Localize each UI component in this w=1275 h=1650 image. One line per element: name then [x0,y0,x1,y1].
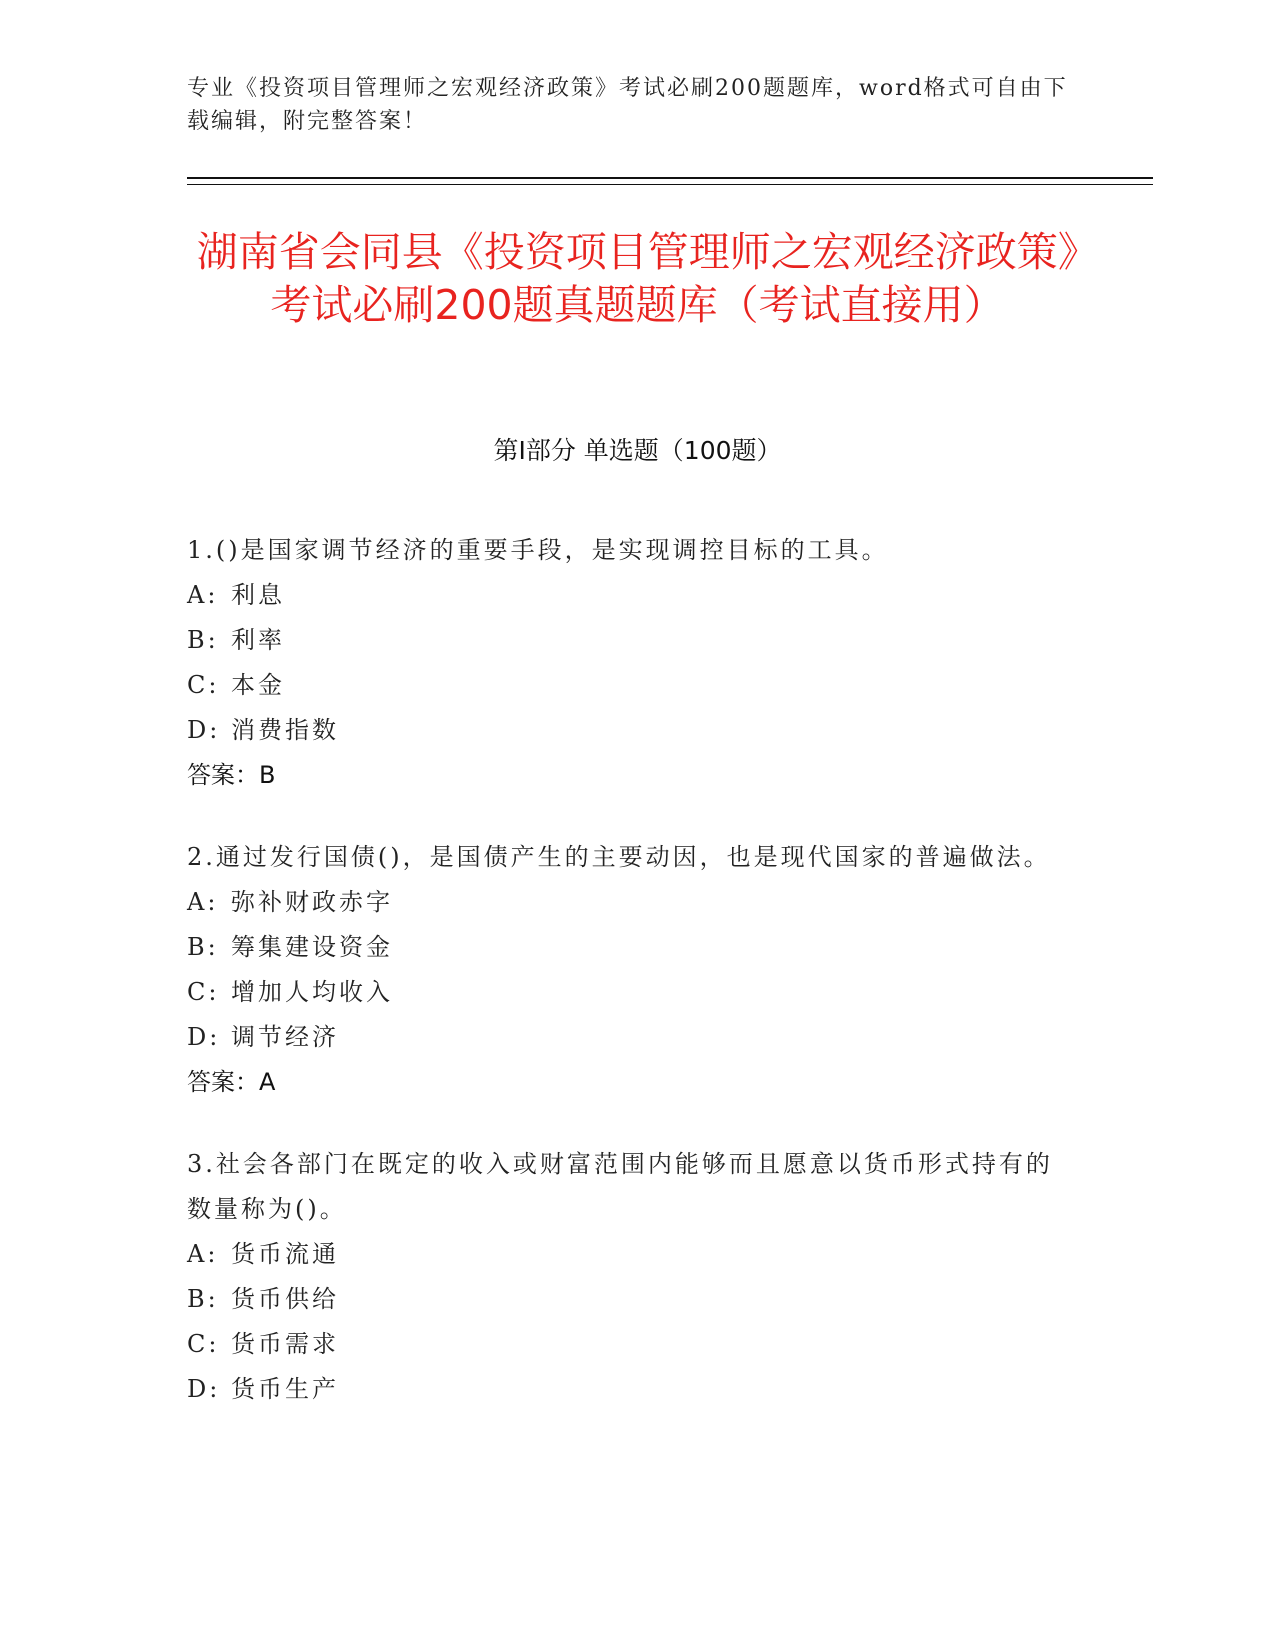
option-key: C: [187,1330,220,1358]
question-stem: 1.()是国家调节经济的重要手段，是实现调控目标的工具。 [187,536,889,564]
question-stem: 2.通过发行国债()，是国债产生的主要动因，也是现代国家的普遍做法。 [187,843,1051,871]
option-text: 消费指数 [231,716,339,744]
header-note: 专业《投资项目管理师之宏观经济政策》考试必刷200题题库，word格式可自由下载编辑，附完整答案！ [187,76,1068,134]
option-c [187,663,1067,708]
option-a [187,573,1067,618]
question-3 [187,1142,1067,1412]
document-title: 湖南省会同县《投资项目管理师之宏观经济政策》考试必刷200题真题题库（考试直接用） [196,228,1079,329]
option-a [187,1232,1067,1277]
option-key: B: [187,1285,219,1313]
question-1 [187,528,1067,798]
option-b [187,618,1067,663]
option-text: 筹集建设资金 [231,933,393,961]
option-text: 弥补财政赤字 [231,888,393,916]
option-c [187,970,1067,1015]
option-b [187,1277,1067,1322]
option-d [187,1015,1067,1060]
option-key: C: [187,978,220,1006]
section-title: 第I部分 单选题（100题） [493,436,782,465]
option-text: 货币生产 [231,1375,339,1403]
option-text: 增加人均收入 [231,978,393,1006]
question-list [187,528,1067,1449]
option-text: 货币流通 [231,1240,339,1268]
option-key: B: [187,933,219,961]
question-stem: 3.社会各部门在既定的收入或财富范围内能够而且愿意以货币形式持有的数量称为()。 [187,1150,1053,1223]
option-key: D: [187,1375,221,1403]
option-c [187,1322,1067,1367]
answer-line: 答案：A [187,1068,276,1096]
option-b [187,925,1067,970]
answer-line: 答案：B [187,761,276,789]
option-key: A: [187,1240,219,1268]
option-text: 利息 [231,581,285,609]
option-d [187,708,1067,753]
option-key: D: [187,1023,221,1051]
option-text: 调节经济 [231,1023,339,1051]
option-d [187,1367,1067,1412]
option-text: 本金 [231,671,285,699]
option-key: C: [187,671,220,699]
option-key: B: [187,626,219,654]
option-key: A: [187,581,219,609]
header-rule-thin [187,184,1153,185]
question-2 [187,835,1067,1105]
option-key: A: [187,888,219,916]
option-text: 货币供给 [231,1285,339,1313]
option-a [187,880,1067,925]
header-rule-thick [187,177,1153,179]
option-text: 货币需求 [231,1330,339,1358]
option-text: 利率 [231,626,285,654]
option-key: D: [187,716,221,744]
